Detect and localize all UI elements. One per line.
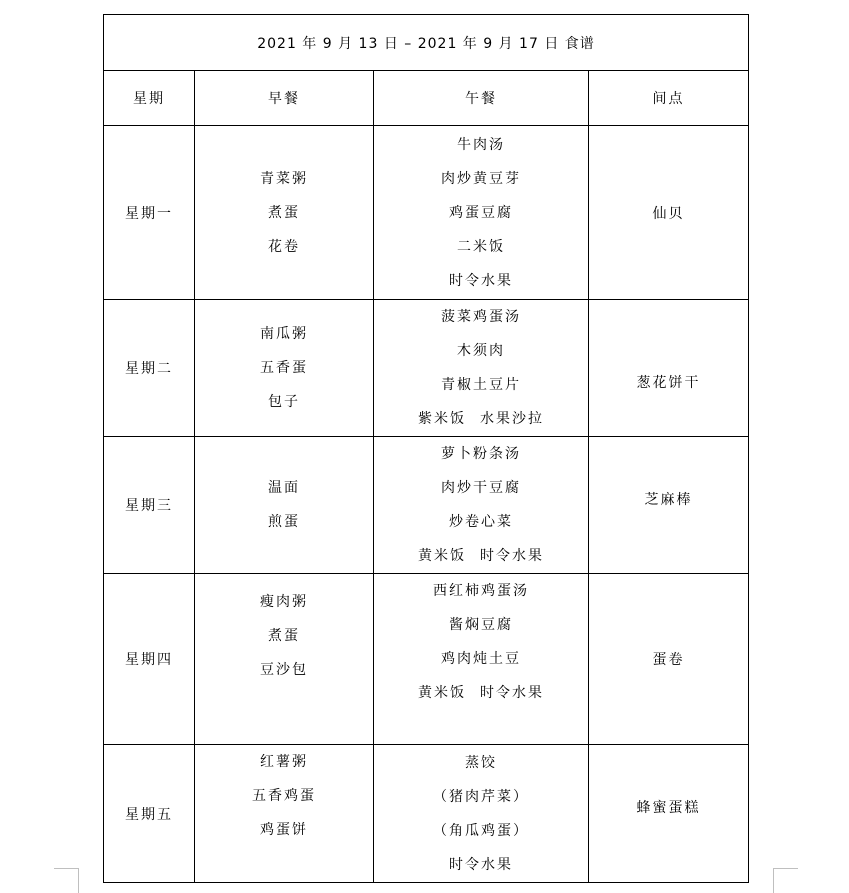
table-row-friday [104,745,749,883]
table-row-monday [104,126,749,300]
breakfast-cell [195,745,374,883]
snack-cell: 蛋卷 [589,574,749,745]
header-row [104,71,749,126]
breakfast-item: 五香蛋 [260,360,308,376]
breakfast-item: 青菜粥 [260,170,308,187]
lunch-item: 青椒土豆片 [441,377,521,393]
breakfast-item: 煎蛋 [268,514,300,530]
day-cell: 星期四 [104,574,195,745]
lunch-item: （角瓜鸡蛋） [433,822,529,839]
lunch-cell [374,574,589,745]
header-day: 星期 [104,71,195,126]
lunch-item: 肉炒黄豆芽 [441,170,521,187]
snack-cell: 葱花饼干 [589,300,749,437]
breakfast-item: 花卷 [268,238,300,255]
page-corner-mark-right [773,868,798,893]
breakfast-item: 煮蛋 [268,628,300,644]
header-snack: 间点 [589,71,749,126]
breakfast-cell [195,574,374,745]
breakfast-cell [195,126,374,300]
page-corner-mark-left [54,868,79,893]
breakfast-item: 包子 [268,394,300,410]
lunch-cell [374,437,589,574]
lunch-item: 黄米饭 [418,548,466,564]
lunch-item: 时令水果 [449,272,513,289]
breakfast-item: 瘦肉粥 [260,594,308,610]
lunch-item: 时令水果 [449,856,513,873]
lunch-cell [374,126,589,300]
breakfast-item: 红薯粥 [260,754,308,770]
lunch-item-pair [374,676,588,710]
snack-cell: 蜂蜜蛋糕 [589,745,749,883]
breakfast-item: 五香鸡蛋 [252,788,316,804]
breakfast-item: 鸡蛋饼 [260,822,308,838]
breakfast-item: 温面 [268,480,300,496]
lunch-cell [374,745,589,883]
lunch-item: 鸡蛋豆腐 [449,204,513,221]
lunch-item-pair [374,402,588,436]
lunch-item: 牛肉汤 [457,136,505,153]
lunch-item: 黄米饭 [418,685,466,701]
breakfast-item: 南瓜粥 [260,326,308,342]
table-row-tuesday [104,300,749,437]
snack-cell: 仙贝 [589,126,749,300]
day-cell: 星期二 [104,300,195,437]
menu-title: 2021 年 9 月 13 日 – 2021 年 9 月 17 日 食谱 [257,35,595,52]
table-row-wednesday [104,437,749,574]
breakfast-cell [195,300,374,437]
title-row [104,15,749,71]
lunch-item: 蒸饺 [465,754,497,771]
table-row-thursday [104,574,749,745]
breakfast-item: 煮蛋 [268,204,300,221]
day-cell: 星期三 [104,437,195,574]
lunch-cell [374,300,589,437]
lunch-item: 二米饭 [457,238,505,255]
snack-cell: 芝麻棒 [589,437,749,574]
lunch-item: 紫米饭 [418,411,466,427]
breakfast-cell [195,437,374,574]
lunch-item: 炒卷心菜 [449,514,513,530]
lunch-item: 时令水果 [480,685,544,701]
lunch-item: （猪肉芹菜） [433,788,529,805]
header-lunch: 午餐 [374,71,589,126]
lunch-item: 菠菜鸡蛋汤 [441,309,521,325]
day-cell: 星期五 [104,745,195,883]
lunch-item: 肉炒干豆腐 [441,480,521,496]
lunch-item: 酱焖豆腐 [449,617,513,633]
lunch-item: 鸡肉炖土豆 [441,651,521,667]
header-breakfast: 早餐 [195,71,374,126]
lunch-item: 西红柿鸡蛋汤 [433,583,529,599]
lunch-item: 时令水果 [480,548,544,564]
lunch-item-pair [374,539,588,573]
lunch-item: 木须肉 [457,343,505,359]
lunch-item: 水果沙拉 [480,411,544,427]
day-cell: 星期一 [104,126,195,300]
weekly-menu-table [103,14,749,883]
lunch-item: 萝卜粉条汤 [441,446,521,462]
breakfast-item: 豆沙包 [260,662,308,678]
menu-title-cell [104,15,749,71]
